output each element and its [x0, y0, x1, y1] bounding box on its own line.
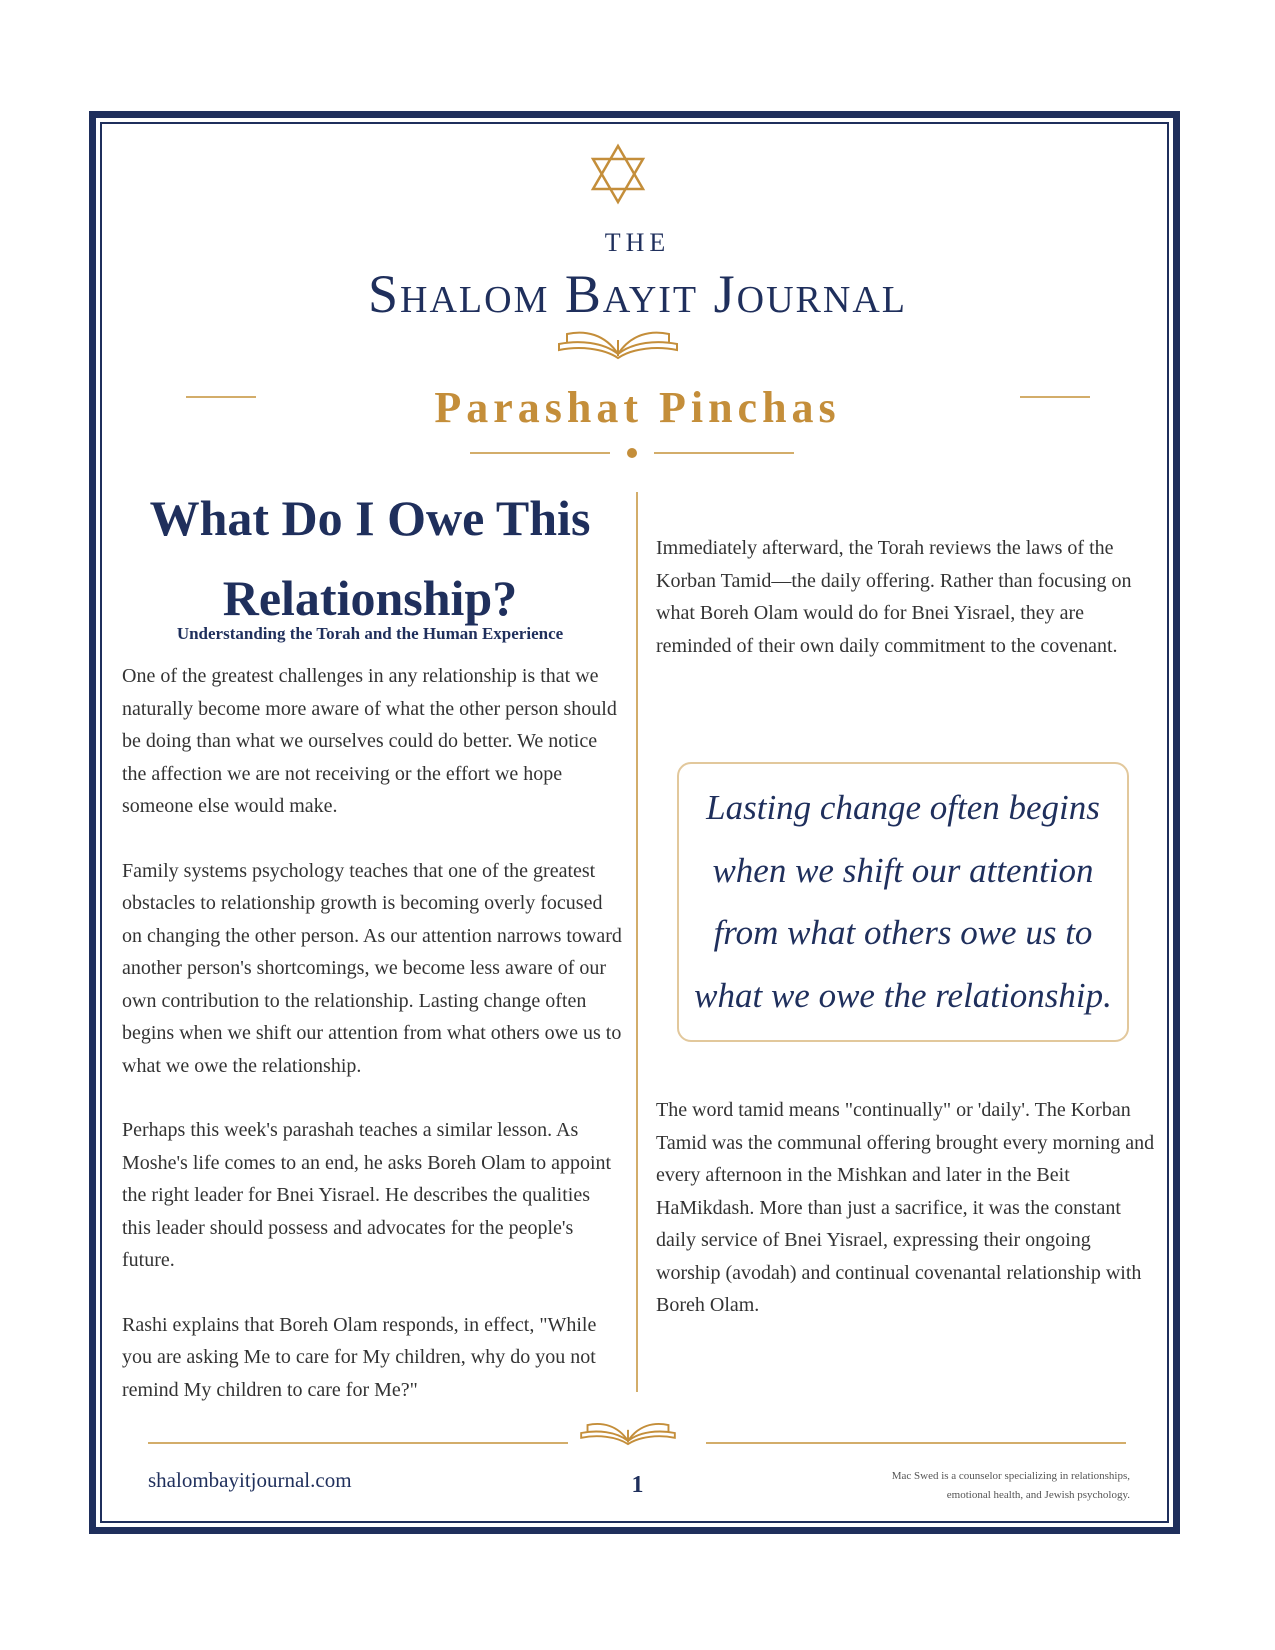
article-title — [120, 478, 620, 638]
open-book-icon — [555, 328, 681, 360]
website-link[interactable]: shalombayitjournal.com — [148, 1468, 352, 1492]
right-column-bottom — [656, 1094, 1156, 1354]
left-column — [122, 660, 622, 1438]
paragraph: One of the greatest challenges in any relationship is that we naturally become more aware of what the other person should be doing than what we ourselves could do better. We notice the affection we are not receiving or the effort we hope someone else would make. — [122, 665, 617, 817]
page-number: 1 — [631, 1472, 644, 1498]
divider-left — [470, 452, 610, 454]
right-column-top — [656, 532, 1156, 694]
author-credit — [810, 1467, 1130, 1505]
open-book-icon — [578, 1420, 678, 1446]
author-credit-line-2: emotional health, and Jewish psychology. — [946, 1489, 1130, 1501]
parashah-name: Parashat Pinchas — [434, 383, 841, 432]
pull-quote: Lasting change often begins when we shift our attention from what others owe us to what we owe the relationship. — [694, 788, 1112, 1015]
author-credit-line-1: Mac Swed is a counselor specializing in relationships, — [891, 1470, 1130, 1482]
ornament-line-right — [1020, 396, 1090, 398]
article-title-line-2: Relationship? — [222, 570, 518, 626]
article-title-line-1: What Do I Owe This — [149, 490, 591, 546]
paragraph: Rashi explains that Boreh Olam responds, in effect, "While you are asking Me to care for My children, why do you not remind My children to care for Me?" — [122, 1313, 597, 1401]
paragraph: Perhaps this week's parashah teaches a similar lesson. As Moshe's life comes to an end, he asks Boreh Olam to appoint the right leader for Bnei Yisrael. He describes the qualities this leader should possess and advocates for the people's future. — [122, 1119, 612, 1271]
footer-line-left — [148, 1442, 568, 1444]
divider-right — [654, 452, 794, 454]
paragraph: The word tamid means "continually" or 'daily'. The Korban Tamid was the communal offering brought every morning and every afternoon in the Mishkan and later in the Beit HaMikdash. More than just a sacrifice, it was the constant daily service of Bnei Yisrael, expressing their ongoing worship (avodah) and continual covenantal relationship with Boreh Olam. — [656, 1099, 1155, 1316]
paragraph: Family systems psychology teaches that one of the greatest obstacles to relationship growth is becoming overly focused on changing the other person. As our attention narrows toward another person's shortcomings, we become less aware of our own contribution to the relationship. Lasting change often begins when we shift our attention from what others owe us to what we owe the relationship. — [122, 859, 622, 1077]
column-divider — [636, 492, 638, 1392]
divider-dot — [625, 446, 639, 460]
footer-line-right — [706, 1442, 1126, 1444]
star-of-david-icon — [588, 143, 648, 205]
article-subtitle: Understanding the Torah and the Human Experience — [176, 624, 564, 643]
paragraph: Immediately afterward, the Torah reviews the laws of the Korban Tamid—the daily offering. Rather than focusing on what Boreh Olam would do for Bnei Yisrael, they are reminded of their own daily commitment to the covenant. — [656, 537, 1132, 657]
masthead-title: Shalom Bayit Journal — [368, 264, 907, 324]
masthead-the: THE — [604, 228, 671, 257]
